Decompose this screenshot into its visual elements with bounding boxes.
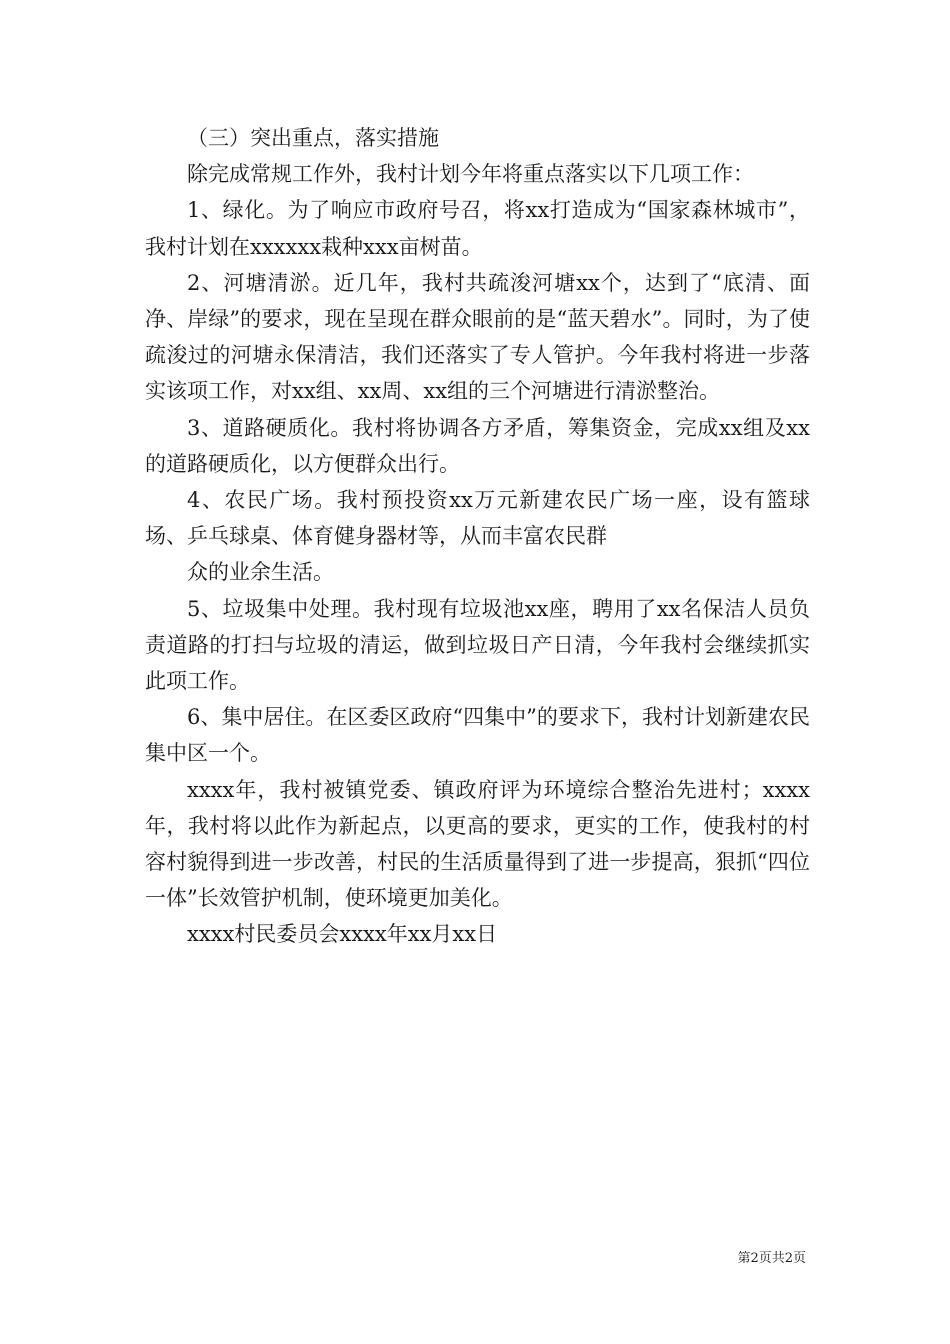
item-pond-dredging: 2、河塘清淤。近几年，我村共疏浚河塘xx个，达到了“底清、面净、岸绿”的要求，现在呈现在群众眼前的是“蓝天碧水”。同时，为了使疏浚过的河塘永保清洁，我们还落实了专人管护。今年我村将进一步落实该项工作，对xx组、xx周、xx组的三个河塘进行清淤整治。 — [145, 270, 810, 404]
document-body — [145, 120, 810, 953]
intro-paragraph: 除完成常规工作外，我村计划今年将重点落实以下几项工作： — [187, 162, 754, 187]
section-heading: （三）突出重点，落实措施 — [187, 126, 439, 150]
item-farmers-square: 4、农民广场。我村预投资xx万元新建农民广场一座，设有篮球场、乒乓球桌、体育健身器材等，从而丰富农民群 — [145, 488, 810, 549]
item-garbage-processing: 5、垃圾集中处理。我村现有垃圾池xx座，聘用了xx名保洁人员负责道路的打扫与垃圾的清运，做到垃圾日产日清，今年我村会继续抓实此项工作。 — [145, 596, 810, 694]
item-road-hardening: 3、道路硬质化。我村将协调各方矛盾，筹集资金，完成xx组及xx的道路硬质化，以方便群众出行。 — [145, 415, 810, 476]
conclusion-paragraph: xxxx年，我村被镇党委、镇政府评为环境综合整治先进村；xxxx年，我村将以此作为新起点，以更高的要求，更实的工作，使我村的村容村貌得到进一步改善，村民的生活质量得到了进一步提高，狠抓“四位一体”长效管护机制，使环境更加美化。 — [145, 777, 810, 911]
item-centralized-living: 6、集中居住。在区委区政府“四集中”的要求下，我村计划新建农民集中区一个。 — [145, 705, 810, 766]
item-greening: 1、绿化。为了响应市政府号召，将xx打造成为“国家森林城市”，我村计划在xxxxxx栽种xxx亩树苗。 — [145, 198, 810, 259]
signature-line: xxxx村民委员会xxxx年xx月xx日 — [187, 922, 498, 947]
page-number: 第2页共2页 — [737, 1251, 806, 1266]
item-farmers-square-continued: 众的业余生活。 — [187, 560, 334, 585]
